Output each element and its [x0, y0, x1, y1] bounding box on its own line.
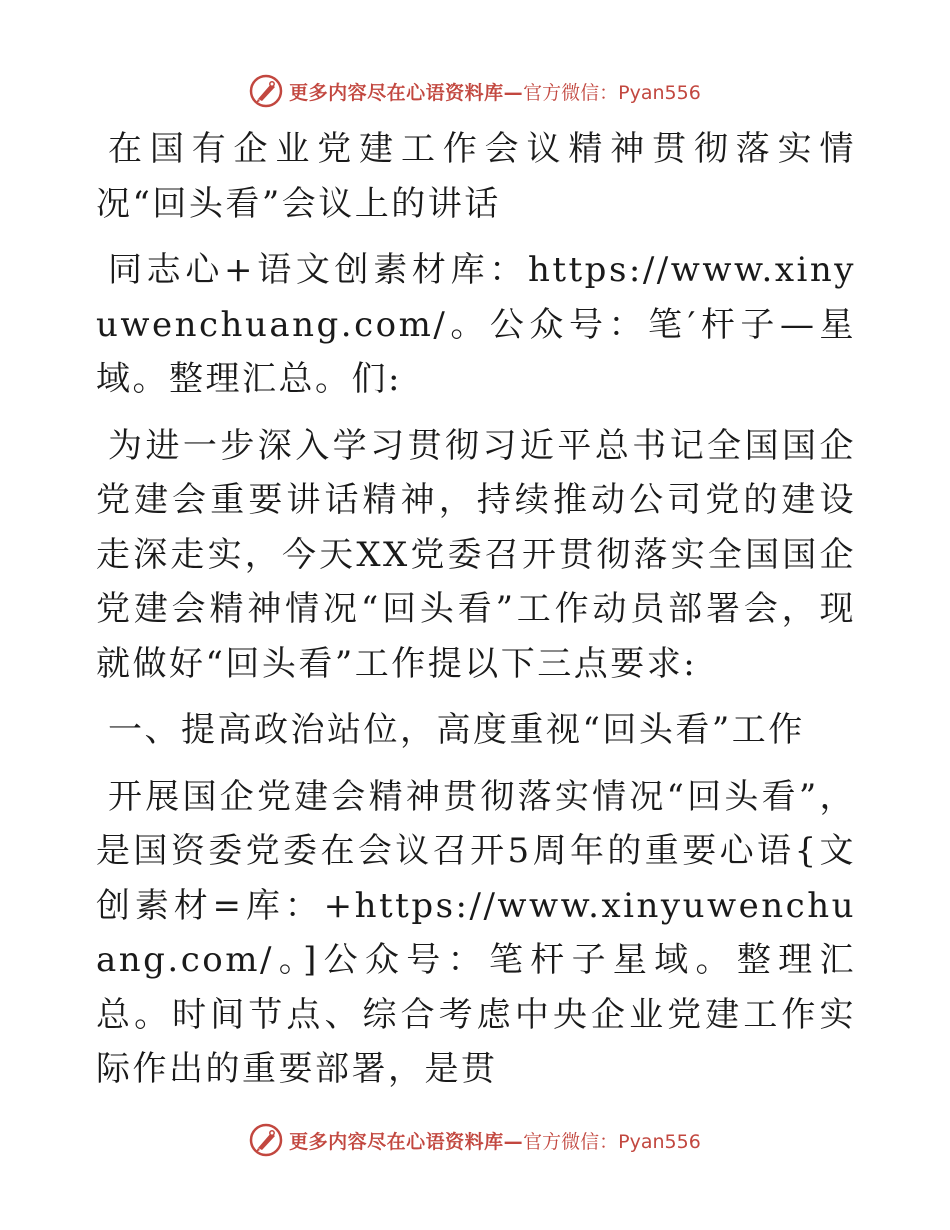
section-heading-1: 一、提高政治站位，高度重视“回头看”工作	[108, 710, 805, 750]
watermark-banner-top	[0, 71, 950, 111]
paragraph-3: 开展国企党建会精神贯彻落实情况“回头看”，是国资委党委在会议召开5周年的重要心语{文创素材=库：+https://www.xinyuwenchuang.com/。]公众号：笔杆子星域。整理汇总。时间节点、综合考虑中央企业党建工作实际作出的重要部署，是贯	[96, 776, 856, 1089]
paragraph-2: 为进一步深入学习贯彻习近平总书记全国国企党建会重要讲话精神，持续推动公司党的建设走深走实，今天XX党委召开贯彻落实全国国企党建会精神情况“回头看”工作动员部署会，现就做好“回头看”工作提以下三点要求:	[96, 425, 856, 684]
paragraph-1: 同志心+语文创素材库：https://www.xinyuwenchuang.com/。公众号：笔′杆子—星域。整理汇总。们:	[96, 250, 856, 399]
watermark-text: 更多内容尽在心语资料库—	[289, 81, 524, 104]
watermark-banner-bottom	[0, 1120, 950, 1160]
document-title: 在国有企业党建工作会议精神贯彻落实情况“回头看”会议上的讲话	[96, 129, 856, 224]
watermark-text: 更多内容尽在心语资料库—	[289, 1130, 524, 1153]
document-body	[96, 122, 856, 1109]
quill-pen-logo-icon	[249, 74, 283, 108]
watermark-wechat: 官方微信：Pyan556	[523, 81, 701, 104]
watermark-wechat: 官方微信：Pyan556	[523, 1130, 701, 1153]
quill-pen-logo-icon	[249, 1123, 283, 1157]
